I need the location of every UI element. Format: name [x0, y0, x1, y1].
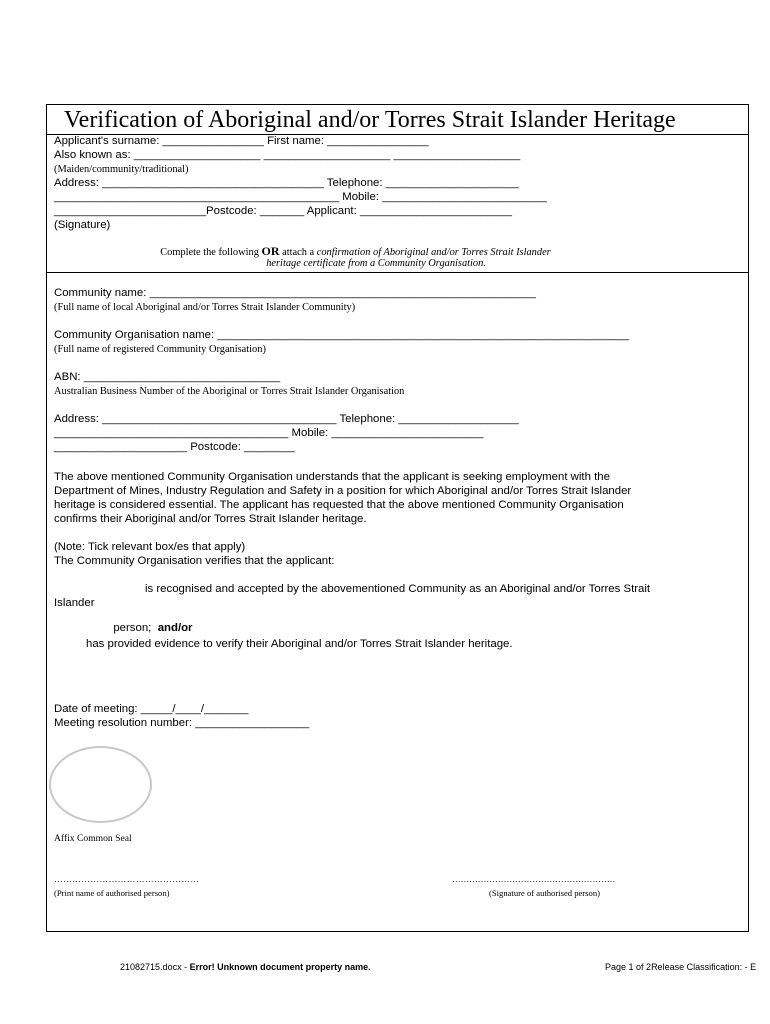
- section-divider: [46, 272, 749, 273]
- print-name-dots: …………………………………………: [54, 874, 200, 884]
- date-of-meeting-line: Date of meeting: _____/____/_______: [54, 703, 249, 715]
- org-address-line: Address: _____________________________________ Telephone: ___________________: [54, 413, 519, 425]
- org-mobile-line: _____________________________________ Mobile: ________________________: [54, 427, 484, 439]
- and-or-bold: and/or: [157, 622, 193, 635]
- paragraph-line-4: confirms their Aboriginal and/or Torres Strait Islander heritage.: [54, 513, 367, 525]
- instruction-line-1: Complete the following OR attach a confirmation of Aboriginal and/or Torres Strait Islander: [160, 244, 551, 259]
- community-name-line: Community name: _____________________________________________________________: [54, 287, 537, 299]
- instruction-or: OR: [261, 244, 280, 259]
- organisation-name-line: Community Organisation name: _________________________________________________________________: [54, 329, 630, 341]
- seal-label: Affix Common Seal: [54, 833, 132, 844]
- option-recognised-line: is recognised and accepted by the abovementioned Community as an Aboriginal and/or Torres Strait: [145, 583, 651, 595]
- paragraph-line-1: The above mentioned Community Organisation understands that the applicant is seeking employment with the: [54, 471, 610, 483]
- also-known-as-line: Also known as: ____________________ ____________________ ____________________: [54, 149, 521, 161]
- resolution-number-line: Meeting resolution number: __________________: [54, 717, 310, 729]
- common-seal-circle: [49, 746, 152, 823]
- applicant-mobile-line: _____________________________________________ Mobile: __________________________: [54, 191, 547, 203]
- organisation-name-note: (Full name of registered Community Organisation): [54, 344, 266, 355]
- tick-note: (Note: Tick relevant box/es that apply): [54, 541, 246, 553]
- applicant-postcode-line: ________________________Postcode: _______ Applicant: ________________________: [54, 205, 512, 217]
- option-recognised-person: person; and/or: [113, 622, 193, 635]
- applicant-address-line: Address: ___________________________________ Telephone: _____________________: [54, 177, 519, 189]
- also-known-as-note: (Maiden/community/traditional): [54, 164, 189, 175]
- abn-note: Australian Business Number of the Aboriginal or Torres Strait Islander Organisation: [54, 386, 405, 397]
- paragraph-line-3: heritage is considered essential. The applicant has requested that the above mentioned Community Organisation: [54, 499, 624, 511]
- org-postcode-line: _____________________ Postcode: ________: [54, 441, 295, 453]
- page-title: Verification of Aboriginal and/or Torres Strait Islander Heritage: [64, 107, 676, 133]
- option-evidence-line: has provided evidence to verify their Aboriginal and/or Torres Strait Islander heritage.: [86, 638, 513, 650]
- signature-dots: …………………………………………………: [452, 874, 616, 884]
- applicant-name-line: Applicant's surname: ________________ First name: ________________: [54, 135, 429, 147]
- paragraph-line-2: Department of Mines, Industry Regulation and Safety in a position for which Aboriginal and/or Torres Strait Islander: [54, 485, 632, 497]
- print-name-label: (Print name of authorised person): [54, 888, 170, 898]
- instruction-line-2: heritage certificate from a Community Organisation.: [266, 258, 486, 270]
- community-name-note: (Full name of local Aboriginal and/or Torres Strait Islander Community): [54, 302, 356, 313]
- signature-label: (Signature of authorised person): [489, 888, 600, 898]
- footer-document: 21082715.docx - Error! Unknown document property name.: [120, 962, 371, 972]
- abn-line: ABN: _______________________________: [54, 371, 281, 383]
- verifies-line: The Community Organisation verifies that the applicant:: [54, 555, 335, 567]
- footer-page: Page 1 of 2Release Classification: - E: [605, 962, 757, 972]
- option-recognised-islander: Islander: [54, 597, 95, 609]
- signature-note: (Signature): [54, 219, 111, 231]
